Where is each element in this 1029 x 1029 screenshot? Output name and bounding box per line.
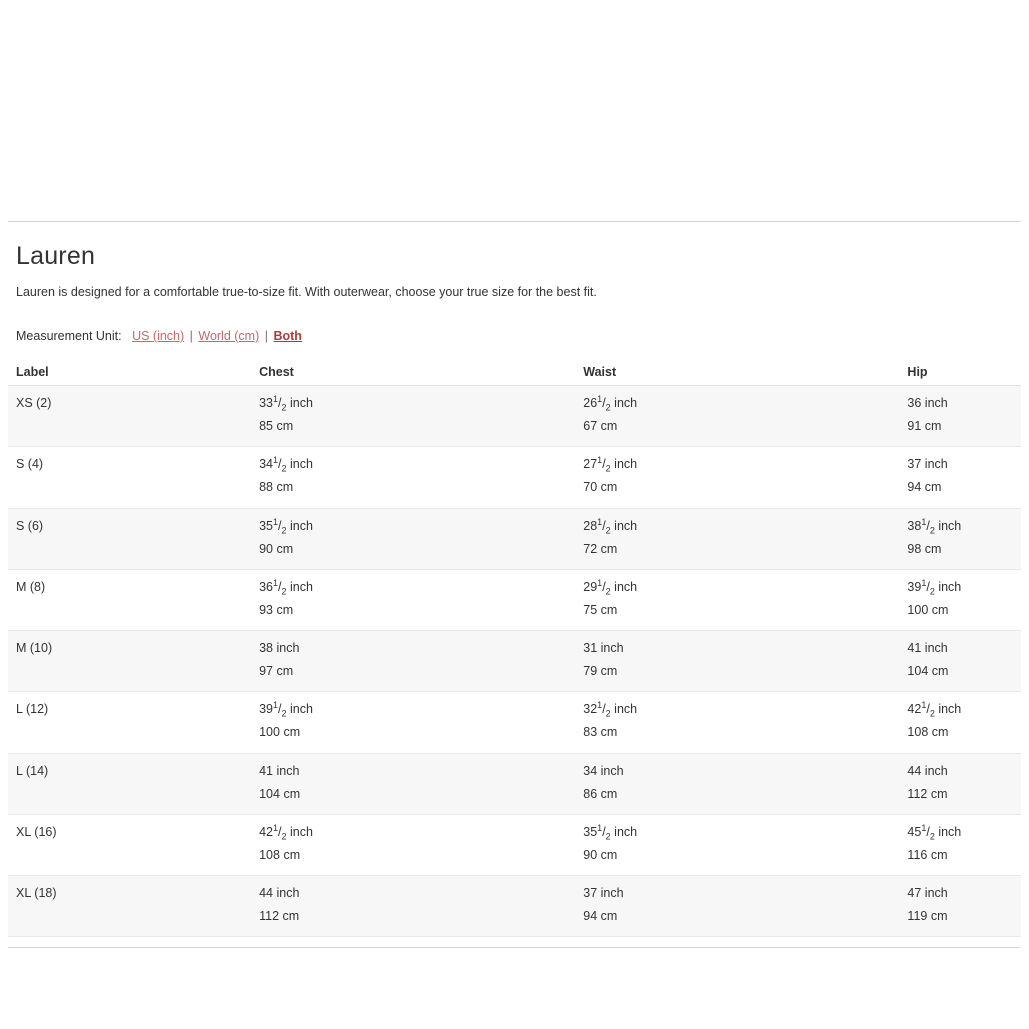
waist-values bbox=[583, 631, 891, 691]
waist-cell bbox=[575, 447, 899, 508]
table-row bbox=[8, 508, 1021, 569]
waist-inch: $32^1/_2$ inch bbox=[583, 700, 638, 719]
hip-cm: 119 cm bbox=[907, 909, 948, 924]
chest-cell bbox=[251, 814, 575, 875]
table-row bbox=[8, 814, 1021, 875]
chest-inch: 44 inch bbox=[259, 886, 300, 900]
hip-values bbox=[907, 754, 1013, 814]
intro-text: Lauren is designed for a comfortable true-to-size fit. With outerwear, choose your true size for the best fit. bbox=[16, 285, 597, 299]
chest-inch: $34^1/_2$ inch bbox=[259, 455, 313, 474]
chest-values bbox=[259, 876, 567, 936]
unit-option-us-inch[interactable]: US (inch) bbox=[132, 329, 185, 343]
chest-inch: $42^1/_2$ inch bbox=[259, 822, 313, 842]
size-label: M (10) bbox=[16, 641, 53, 655]
hip-cm: 116 cm bbox=[907, 847, 948, 862]
hip-cm: 98 cm bbox=[907, 541, 942, 556]
hip-inch: 36 inch bbox=[907, 396, 948, 410]
waist-values bbox=[583, 754, 891, 814]
chest-cell bbox=[251, 508, 575, 569]
chest-cm: 97 cm bbox=[259, 664, 294, 679]
chest-cell bbox=[251, 386, 575, 447]
hip-values bbox=[907, 570, 1013, 630]
waist-cell bbox=[575, 631, 899, 692]
hip-cell bbox=[899, 876, 1021, 937]
table-row bbox=[8, 876, 1021, 937]
waist-cm: 90 cm bbox=[583, 847, 618, 862]
measurement-unit-label: Measurement Unit: bbox=[16, 329, 122, 343]
hip-inch: $45^1/_2$ inch bbox=[907, 822, 962, 842]
waist-values bbox=[583, 692, 891, 752]
chest-inch: $39^1/_2$ inch bbox=[259, 700, 313, 719]
size-label: XS (2) bbox=[16, 396, 52, 410]
column-header-waist: Waist bbox=[575, 361, 899, 386]
table-row bbox=[8, 569, 1021, 630]
hip-values bbox=[907, 509, 1013, 569]
waist-cm: 70 cm bbox=[583, 480, 618, 495]
chest-cm: 85 cm bbox=[259, 419, 294, 434]
chest-cm: 108 cm bbox=[259, 847, 301, 862]
hip-cell bbox=[899, 447, 1021, 508]
chest-inch: 41 inch bbox=[259, 763, 300, 778]
unit-separator-1: | bbox=[189, 329, 193, 343]
waist-cm: 94 cm bbox=[583, 909, 618, 924]
column-header-chest: Chest bbox=[251, 361, 575, 386]
size-label-cell bbox=[8, 447, 251, 508]
hip-values bbox=[907, 631, 1013, 691]
chest-cell bbox=[251, 631, 575, 692]
size-label-cell bbox=[8, 508, 251, 569]
size-label-cell bbox=[8, 569, 251, 630]
size-label: XL (16) bbox=[16, 824, 57, 839]
table-row bbox=[8, 447, 1021, 508]
hip-values bbox=[907, 692, 1013, 752]
size-label: L (12) bbox=[16, 702, 49, 717]
chest-cell bbox=[251, 692, 575, 753]
hip-inch: 41 inch bbox=[907, 641, 948, 655]
chest-values bbox=[259, 386, 567, 446]
waist-cell bbox=[575, 814, 899, 875]
unit-separator-2: | bbox=[264, 329, 268, 343]
hip-cell bbox=[899, 692, 1021, 753]
waist-cm: 79 cm bbox=[583, 664, 618, 679]
unit-option-world-cm[interactable]: World (cm) bbox=[198, 329, 260, 343]
hip-inch: $38^1/_2$ inch bbox=[907, 516, 962, 535]
chest-values bbox=[259, 631, 567, 691]
chest-cm: 88 cm bbox=[259, 480, 294, 495]
chest-cm: 104 cm bbox=[259, 786, 301, 801]
chest-cm: 90 cm bbox=[259, 541, 294, 556]
table-row bbox=[8, 386, 1021, 447]
chest-values bbox=[259, 692, 567, 752]
hip-inch: 44 inch bbox=[907, 763, 948, 778]
hip-cell bbox=[899, 753, 1021, 814]
hip-cell bbox=[899, 508, 1021, 569]
hip-cm: 91 cm bbox=[907, 419, 942, 434]
size-label: S (4) bbox=[16, 457, 44, 472]
chest-inch: $35^1/_2$ inch bbox=[259, 516, 313, 535]
column-header-label: Label bbox=[8, 361, 251, 386]
waist-inch: 37 inch bbox=[583, 886, 624, 900]
column-header-hip: Hip bbox=[899, 361, 1021, 386]
size-label-cell bbox=[8, 692, 251, 753]
hip-values bbox=[907, 386, 1013, 446]
waist-inch: $27^1/_2$ inch bbox=[583, 455, 638, 474]
waist-values bbox=[583, 386, 891, 446]
waist-values bbox=[583, 815, 891, 875]
table-row bbox=[8, 753, 1021, 814]
chest-inch: 38 inch bbox=[259, 641, 300, 655]
chest-cm: 100 cm bbox=[259, 725, 301, 740]
waist-inch: 34 inch bbox=[583, 763, 624, 778]
hip-cell bbox=[899, 386, 1021, 447]
waist-cm: 72 cm bbox=[583, 541, 618, 556]
size-label-cell bbox=[8, 814, 251, 875]
chest-values bbox=[259, 754, 567, 814]
hip-cell bbox=[899, 814, 1021, 875]
waist-values bbox=[583, 509, 891, 569]
waist-inch: $26^1/_2$ inch bbox=[583, 393, 638, 413]
waist-cell bbox=[575, 753, 899, 814]
page-title: Lauren bbox=[16, 242, 96, 270]
waist-inch: $29^1/_2$ inch bbox=[583, 577, 638, 597]
chest-cell bbox=[251, 447, 575, 508]
size-chart-table bbox=[8, 361, 1021, 937]
chest-inch: $36^1/_2$ inch bbox=[259, 577, 313, 597]
measurement-unit-selector bbox=[16, 329, 1021, 343]
chest-cell bbox=[251, 876, 575, 937]
unit-option-both[interactable]: Both bbox=[273, 329, 302, 343]
chest-cell bbox=[251, 569, 575, 630]
hip-values bbox=[907, 876, 1013, 936]
chest-values bbox=[259, 509, 567, 569]
waist-inch: $28^1/_2$ inch bbox=[583, 516, 638, 535]
waist-values bbox=[583, 570, 891, 630]
hip-inch: $39^1/_2$ inch bbox=[907, 577, 962, 597]
waist-cell bbox=[575, 386, 899, 447]
hip-cell bbox=[899, 569, 1021, 630]
waist-cell bbox=[575, 569, 899, 630]
chest-values bbox=[259, 815, 567, 875]
chest-cm: 112 cm bbox=[259, 909, 300, 924]
table-body bbox=[8, 386, 1021, 937]
chest-inch: $33^1/_2$ inch bbox=[259, 393, 313, 413]
waist-cell bbox=[575, 692, 899, 753]
size-label-cell bbox=[8, 386, 251, 447]
hip-cm: 108 cm bbox=[907, 725, 949, 740]
waist-cell bbox=[575, 508, 899, 569]
size-label-cell bbox=[8, 876, 251, 937]
size-label: L (14) bbox=[16, 763, 49, 778]
hip-cm: 100 cm bbox=[907, 602, 949, 617]
waist-inch: $35^1/_2$ inch bbox=[583, 822, 638, 842]
waist-values bbox=[583, 876, 891, 936]
chest-values bbox=[259, 570, 567, 630]
size-label: M (8) bbox=[16, 579, 46, 594]
hip-cm: 104 cm bbox=[907, 664, 949, 679]
waist-cm: 83 cm bbox=[583, 725, 618, 740]
size-label-cell bbox=[8, 753, 251, 814]
hip-values bbox=[907, 447, 1013, 507]
size-label: S (6) bbox=[16, 518, 44, 533]
hip-cell bbox=[899, 631, 1021, 692]
hip-values bbox=[907, 815, 1013, 875]
size-guide-panel bbox=[8, 221, 1021, 948]
waist-cm: 75 cm bbox=[583, 602, 618, 617]
waist-cell bbox=[575, 876, 899, 937]
chest-cell bbox=[251, 753, 575, 814]
hip-inch: $42^1/_2$ inch bbox=[907, 700, 962, 719]
chest-cm: 93 cm bbox=[259, 602, 294, 617]
waist-cm: 67 cm bbox=[583, 419, 618, 434]
waist-cm: 86 cm bbox=[583, 786, 618, 801]
size-label: XL (18) bbox=[16, 886, 57, 900]
hip-inch: 47 inch bbox=[907, 886, 948, 900]
hip-cm: 94 cm bbox=[907, 480, 942, 495]
hip-cm: 112 cm bbox=[907, 786, 948, 801]
table-row bbox=[8, 692, 1021, 753]
table-header-row bbox=[8, 361, 1021, 386]
size-label-cell bbox=[8, 631, 251, 692]
chest-values bbox=[259, 447, 567, 507]
hip-inch: 37 inch bbox=[907, 457, 948, 472]
waist-inch: 31 inch bbox=[583, 641, 624, 655]
table-row bbox=[8, 631, 1021, 692]
waist-values bbox=[583, 447, 891, 507]
